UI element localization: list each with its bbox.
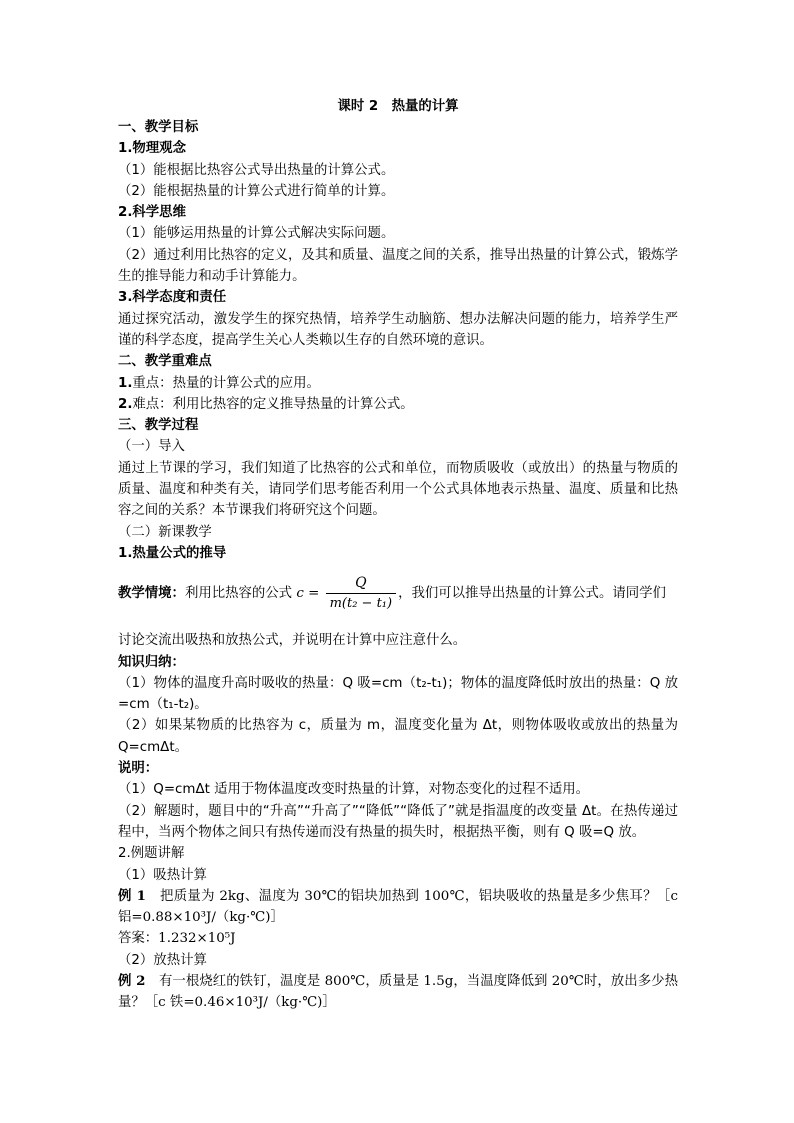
document-page <box>118 96 678 1014</box>
specific-heat-formula <box>326 575 397 611</box>
scene-label: 教学情境： <box>118 586 185 602</box>
subheading-new-lesson: （二）新课教学 <box>118 524 212 540</box>
objective-item: （1）能根据比热容公式导出热量的计算公式。 <box>118 162 395 178</box>
objective-item: （2）能根据热量的计算公式进行简单的计算。 <box>118 183 395 199</box>
summary-item: （2）如果某物质的比热容为 c，质量为 m，温度变化量为 Δt，则物体吸收或放出的热量为 Q=cmΔt。 <box>118 718 678 755</box>
summary-label: 知识归纳： <box>118 654 185 670</box>
subheading-attitude: 3.科学态度和责任 <box>118 290 227 306</box>
objective-item: （2）通过利用比热容的定义，及其和质量、温度之间的关系，推导出热量的计算公式，锻炼学生的推导能力和动手计算能力。 <box>118 247 678 285</box>
formula-denominator: m(t₂ − t₁) <box>326 593 397 611</box>
subheading-release-heat: （2）放热计算 <box>118 952 207 968</box>
section-heading-key-points: 二、教学重难点 <box>118 354 212 370</box>
summary-item: （1）物体的温度升高时吸收的热量：Q 吸=cm（t₂-t₁)；物体的温度降低时放出的热量：Q 放=cm（t₁-t₂)。 <box>118 675 678 713</box>
objective-item: （1）能够运用热量的计算公式解决实际问题。 <box>118 226 395 242</box>
intro-paragraph: 通过上节课的学习，我们知道了比热容的公式和单位，而物质吸收（或放出）的热量与物质的质量、温度和种类有关，请同学们思考能否利用一个公式具体地表示热量、温度、质量和比热容之间的关系？本节课我们将研究这个问题。 <box>118 460 678 519</box>
subheading-physics-concept: 1.物理观念 <box>118 141 186 157</box>
subheading-formula-derivation: 1.热量公式的推导 <box>118 545 227 561</box>
key-point: 1.重点：热量的计算公式的应用。 <box>118 375 320 391</box>
formula-numerator: Q <box>355 575 367 592</box>
note-item: （1）Q=cmΔt 适用于物体温度改变时热量的计算，对物态变化的过程不适用。 <box>118 782 590 798</box>
section-heading-objectives: 一、教学目标 <box>118 120 199 135</box>
subheading-examples: 2.例题讲解 <box>118 846 185 862</box>
section-heading-process: 三、教学过程 <box>118 418 199 434</box>
example-1: 例 1 把质量为 2kg、温度为 30℃的铝块加热到 100℃，铝块吸收的热量是多少焦耳？［c 铝=0.88×10³J/（kg·℃)］ <box>118 887 678 926</box>
note-label: 说明： <box>118 761 159 777</box>
formula-lhs: c = <box>296 586 320 602</box>
subheading-intro: （一）导入 <box>118 439 185 455</box>
page-title: 课时 2 热量的计算 <box>337 99 459 114</box>
difficult-point: 2.难点：利用比热容的定义推导热量的计算公式。 <box>118 396 414 412</box>
subheading-absorb-heat: （1）吸热计算 <box>118 867 207 883</box>
teaching-scene: 教学情境：利用比热容的公式 c = $\frac{Q}{\text{m(t₂ − t₁)}}$ ，我们可以推导出热量的计算公式。请同学们 <box>118 575 666 612</box>
example-2: 例 2 有一根烧红的铁钉，温度是 800℃，质量是 1.5g，当温度降低到 20℃时，放出多少热量？［c 铁=0.46×10³J/（kg·℃)］ <box>118 972 678 1011</box>
note-item: （2）解题时，题目中的“升高”“升高了”“降低”“降低了”就是指温度的改变量 Δt。在热传递过程中，当两个物体之间只有热传递而没有热量的损失时，根据热平衡，则有 Q 吸=Q 放。 <box>118 803 678 840</box>
subheading-scientific-thinking: 2.科学思维 <box>118 205 186 221</box>
example-1-answer: 答案：1.232×10⁵J <box>118 931 236 947</box>
objective-paragraph: 通过探究活动，激发学生的探究热情，培养学生动脑筋、想办法解决问题的能力，培养学生严谨的科学态度，提高学生关心人类赖以生存的自然环境的意识。 <box>118 311 678 348</box>
scene-continuation: 讨论交流出吸热和放热公式，并说明在计算中应注意什么。 <box>118 633 467 649</box>
